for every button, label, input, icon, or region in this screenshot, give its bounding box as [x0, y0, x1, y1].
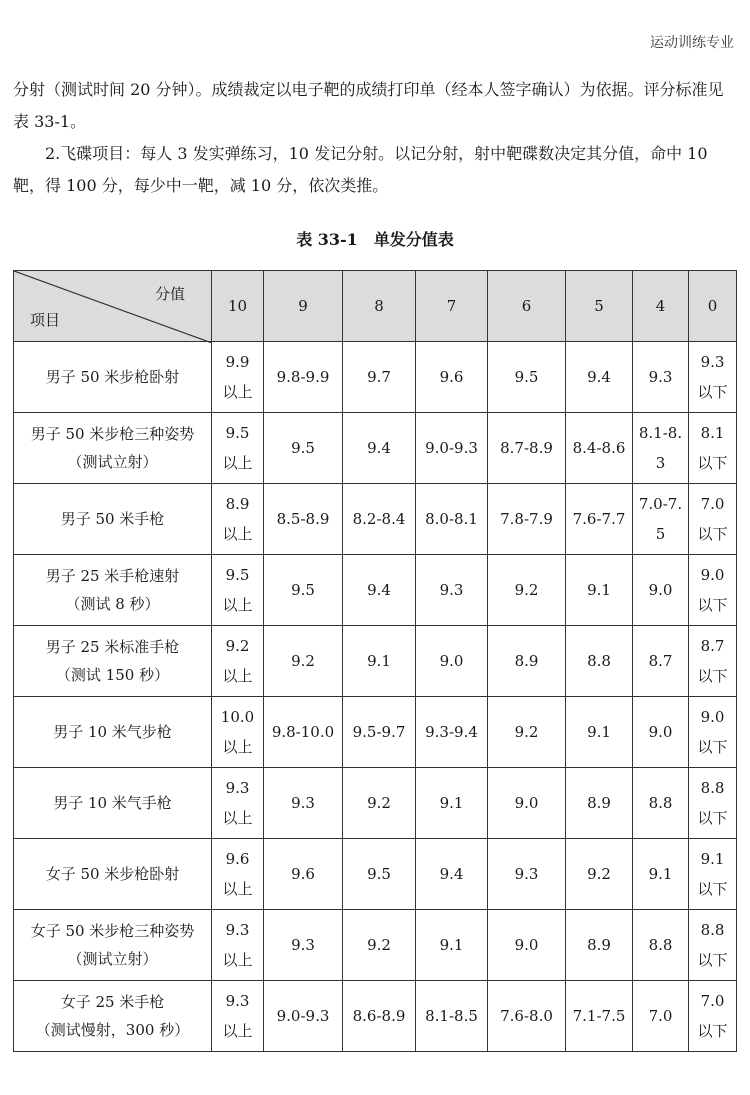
score-cell — [416, 768, 488, 839]
score-cell — [264, 697, 343, 768]
paragraph-2: 2.飞碟项目：每人 3 发实弹练习，10 发记分射。以记分射，射中靶碟数决定其分值，命中 10 靶，得 100 分，每少中一靶，减 10 分，依次类推。 — [13, 144, 708, 195]
score-cell — [566, 484, 633, 555]
score-value: 以上 — [222, 809, 253, 827]
score-cell — [212, 413, 264, 484]
score-value: 9.0 — [514, 794, 539, 812]
item-cell — [14, 697, 212, 768]
score-cell — [416, 626, 488, 697]
score-value: 9.8-9.9 — [276, 368, 330, 386]
score-cell — [689, 839, 737, 910]
score-value: 7.8-7.9 — [500, 510, 553, 528]
score-cell — [689, 555, 737, 626]
column-header: 5 — [566, 271, 633, 342]
table-row — [14, 484, 737, 555]
score-value: 以上 — [222, 951, 253, 969]
score-cell — [633, 981, 689, 1052]
score-value: 9.6 — [439, 368, 464, 386]
score-value: 8.9 — [587, 794, 611, 812]
score-value: 9.4 — [367, 581, 391, 599]
item-label: 女子 50 米步枪卧射 — [45, 865, 180, 883]
score-value: 7.0-7. — [638, 495, 683, 513]
score-value: 9.1 — [439, 794, 464, 812]
score-value: 以下 — [697, 383, 728, 401]
table-caption: 表 33-1 单发分值表 — [296, 230, 454, 249]
item-label: （测试立射） — [67, 950, 158, 968]
score-value: 9.3-9.4 — [425, 723, 478, 741]
score-value: 9.1 — [700, 850, 725, 868]
item-label: 男子 50 米步枪三种姿势 — [30, 425, 195, 443]
score-cell — [212, 839, 264, 910]
score-cell — [633, 910, 689, 981]
score-value: 9.8-10.0 — [271, 723, 335, 741]
score-value: 9.0-9.3 — [425, 439, 478, 457]
score-value: 9.5 — [514, 368, 539, 386]
score-value: 7.0 — [648, 1007, 673, 1025]
score-value: 9.3 — [439, 581, 464, 599]
score-cell — [566, 910, 633, 981]
score-cell — [488, 697, 566, 768]
score-value: 9.5-9.7 — [352, 723, 406, 741]
score-cell — [689, 484, 737, 555]
table-row — [14, 413, 737, 484]
column-header: 10 — [212, 271, 264, 342]
score-value: 8.1-8. — [638, 424, 683, 442]
score-cell — [416, 910, 488, 981]
column-header: 6 — [488, 271, 566, 342]
score-value: 8.0-8.1 — [425, 510, 478, 528]
score-cell — [488, 626, 566, 697]
score-value: 8.8 — [700, 779, 725, 797]
score-value: 9.0 — [700, 566, 725, 584]
score-cell — [689, 981, 737, 1052]
score-cell — [264, 342, 343, 413]
table-row — [14, 981, 737, 1052]
score-value: 7.0 — [700, 495, 725, 513]
score-value: 9.1 — [439, 936, 464, 954]
score-cell — [566, 342, 633, 413]
score-cell — [633, 697, 689, 768]
score-cell — [264, 768, 343, 839]
score-value: 以上 — [222, 525, 253, 543]
score-cell — [566, 626, 633, 697]
item-label: 女子 50 米步枪三种姿势 — [30, 922, 195, 940]
score-value: 9.4 — [439, 865, 464, 883]
item-label: 女子 25 米手枪 — [60, 993, 165, 1011]
score-table — [13, 270, 737, 1052]
score-value: 9.6 — [225, 850, 250, 868]
score-cell — [416, 981, 488, 1052]
table-row — [14, 839, 737, 910]
score-value: 8.5-8.9 — [276, 510, 330, 528]
score-value: 8.2-8.4 — [352, 510, 406, 528]
score-value: 7.0 — [700, 992, 725, 1010]
score-cell — [633, 768, 689, 839]
item-label: 男子 10 米气步枪 — [53, 723, 172, 741]
item-label: （测试 8 秒） — [65, 595, 160, 613]
score-value: 以上 — [222, 880, 253, 898]
score-value: 9.6 — [291, 865, 315, 883]
score-cell — [343, 839, 416, 910]
score-cell — [343, 910, 416, 981]
score-value: 9.0 — [648, 581, 673, 599]
score-value: 以下 — [697, 454, 728, 472]
table-row — [14, 555, 737, 626]
item-cell — [14, 910, 212, 981]
score-value: 8.1 — [700, 424, 725, 442]
score-value: 10.0 — [220, 708, 255, 726]
score-value: 9.1 — [587, 581, 611, 599]
score-cell — [264, 910, 343, 981]
item-cell — [14, 342, 212, 413]
score-value: 以上 — [222, 1022, 253, 1040]
score-value: 9.5 — [225, 566, 250, 584]
score-value: 9.2 — [225, 637, 250, 655]
item-label: （测试 150 秒） — [55, 666, 170, 684]
table-row — [14, 342, 737, 413]
score-value: 以上 — [222, 596, 253, 614]
score-value: 8.7 — [648, 652, 673, 670]
score-value: 9.3 — [225, 921, 250, 939]
score-cell — [416, 839, 488, 910]
column-header: 0 — [689, 271, 737, 342]
score-cell — [689, 413, 737, 484]
score-value: 8.4-8.6 — [572, 439, 626, 457]
table-row — [14, 697, 737, 768]
item-cell — [14, 768, 212, 839]
score-cell — [416, 413, 488, 484]
score-value: 以下 — [697, 667, 728, 685]
item-cell — [14, 484, 212, 555]
score-cell — [416, 697, 488, 768]
score-value: 8.7 — [700, 637, 725, 655]
score-cell — [689, 697, 737, 768]
score-value: 以上 — [222, 454, 253, 472]
score-value: 9.5 — [367, 865, 391, 883]
score-value: 8.8 — [587, 652, 611, 670]
score-value: 9.2 — [291, 652, 315, 670]
score-cell — [633, 839, 689, 910]
score-cell — [343, 697, 416, 768]
score-value: 以下 — [697, 1022, 728, 1040]
score-value: 7.6-8.0 — [500, 1007, 553, 1025]
score-cell — [343, 626, 416, 697]
score-value: 以上 — [222, 383, 253, 401]
score-value: 以下 — [697, 880, 728, 898]
score-value: 9.9 — [225, 353, 250, 371]
score-value: 9.0 — [648, 723, 673, 741]
score-cell — [264, 839, 343, 910]
score-value: 7.6-7.7 — [572, 510, 626, 528]
item-label: 男子 50 米手枪 — [60, 510, 165, 528]
table-row — [14, 626, 737, 697]
score-cell — [212, 626, 264, 697]
score-value: 9.2 — [514, 723, 539, 741]
score-cell — [212, 981, 264, 1052]
score-cell — [633, 626, 689, 697]
score-value: 5 — [655, 525, 666, 543]
score-value: 9.2 — [514, 581, 539, 599]
score-cell — [488, 555, 566, 626]
score-value: 9.0 — [439, 652, 464, 670]
score-value: 8.1-8.5 — [425, 1007, 478, 1025]
corner-header-cell — [14, 271, 212, 342]
score-cell — [633, 555, 689, 626]
item-cell — [14, 413, 212, 484]
score-cell — [488, 768, 566, 839]
score-cell — [212, 342, 264, 413]
page-header: 运动训练专业 — [650, 35, 734, 51]
score-cell — [488, 484, 566, 555]
score-value: 9.4 — [587, 368, 611, 386]
score-value: 8.9 — [587, 936, 611, 954]
score-value: 3 — [655, 454, 666, 472]
item-header-label: 项目 — [30, 311, 61, 329]
score-value: 9.3 — [225, 779, 250, 797]
column-header: 7 — [416, 271, 488, 342]
score-cell — [566, 697, 633, 768]
score-cell — [212, 697, 264, 768]
item-cell — [14, 555, 212, 626]
score-cell — [343, 413, 416, 484]
score-cell — [633, 484, 689, 555]
score-value: 9.0-9.3 — [276, 1007, 330, 1025]
score-cell — [689, 342, 737, 413]
column-header: 9 — [264, 271, 343, 342]
score-value: 以下 — [697, 809, 728, 827]
score-cell — [566, 413, 633, 484]
header-row — [14, 271, 737, 342]
score-value: 9.3 — [291, 936, 315, 954]
score-cell — [343, 981, 416, 1052]
score-cell — [264, 555, 343, 626]
item-label: 男子 10 米气手枪 — [53, 794, 172, 812]
score-cell — [212, 484, 264, 555]
score-value: 以下 — [697, 738, 728, 756]
score-cell — [343, 768, 416, 839]
score-header-label: 分值 — [154, 285, 185, 303]
score-cell — [566, 555, 633, 626]
score-cell — [264, 413, 343, 484]
score-value: 8.9 — [225, 495, 250, 513]
item-cell — [14, 626, 212, 697]
score-cell — [264, 626, 343, 697]
score-cell — [264, 981, 343, 1052]
score-value: 9.2 — [367, 936, 391, 954]
score-value: 9.2 — [587, 865, 611, 883]
score-cell — [488, 910, 566, 981]
score-cell — [689, 768, 737, 839]
score-cell — [566, 768, 633, 839]
score-cell — [264, 484, 343, 555]
column-header: 8 — [343, 271, 416, 342]
score-cell — [488, 342, 566, 413]
item-label: 男子 25 米手枪速射 — [45, 567, 180, 585]
score-cell — [343, 342, 416, 413]
table-row — [14, 768, 737, 839]
score-cell — [416, 555, 488, 626]
item-label: （测试立射） — [67, 453, 158, 471]
table-row — [14, 910, 737, 981]
score-value: 9.1 — [367, 652, 391, 670]
score-value: 以上 — [222, 667, 253, 685]
item-cell — [14, 981, 212, 1052]
score-value: 8.9 — [514, 652, 539, 670]
score-value: 9.3 — [225, 992, 250, 1010]
score-cell — [488, 413, 566, 484]
score-value: 8.6-8.9 — [352, 1007, 406, 1025]
score-cell — [689, 626, 737, 697]
score-cell — [212, 910, 264, 981]
score-value: 9.5 — [291, 581, 315, 599]
score-value: 以上 — [222, 738, 253, 756]
score-cell — [566, 839, 633, 910]
score-value: 以下 — [697, 596, 728, 614]
score-cell — [416, 342, 488, 413]
score-value: 7.1-7.5 — [572, 1007, 626, 1025]
score-value: 以下 — [697, 525, 728, 543]
score-value: 9.0 — [700, 708, 725, 726]
score-cell — [488, 981, 566, 1052]
score-value: 9.7 — [367, 368, 391, 386]
score-value: 9.5 — [291, 439, 315, 457]
score-value: 9.3 — [514, 865, 539, 883]
score-cell — [488, 839, 566, 910]
score-cell — [212, 555, 264, 626]
score-value: 9.0 — [514, 936, 539, 954]
paragraph-1: 分射（测试时间 20 分钟）。成绩裁定以电子靶的成绩打印单（经本人签字确认）为依据。评分标准见表 33-1。 — [13, 80, 724, 131]
score-cell — [689, 910, 737, 981]
score-cell — [416, 484, 488, 555]
item-label: 男子 50 米步枪卧射 — [45, 368, 180, 386]
score-value: 8.8 — [648, 936, 673, 954]
score-value: 8.8 — [648, 794, 673, 812]
score-cell — [212, 768, 264, 839]
score-value: 以下 — [697, 951, 728, 969]
score-value: 9.3 — [291, 794, 315, 812]
score-value: 9.3 — [648, 368, 673, 386]
score-cell — [566, 981, 633, 1052]
score-value: 8.8 — [700, 921, 725, 939]
score-value: 8.7-8.9 — [500, 439, 553, 457]
score-value: 9.1 — [648, 865, 673, 883]
score-value: 9.4 — [367, 439, 391, 457]
score-value: 9.2 — [367, 794, 391, 812]
score-cell — [343, 555, 416, 626]
item-cell — [14, 839, 212, 910]
score-value: 9.5 — [225, 424, 250, 442]
score-cell — [633, 342, 689, 413]
score-value: 9.1 — [587, 723, 611, 741]
column-header: 4 — [633, 271, 689, 342]
score-cell — [343, 484, 416, 555]
item-label: （测试慢射，300 秒） — [35, 1021, 190, 1039]
score-value: 9.3 — [700, 353, 725, 371]
item-label: 男子 25 米标准手枪 — [45, 638, 180, 656]
score-cell — [633, 413, 689, 484]
